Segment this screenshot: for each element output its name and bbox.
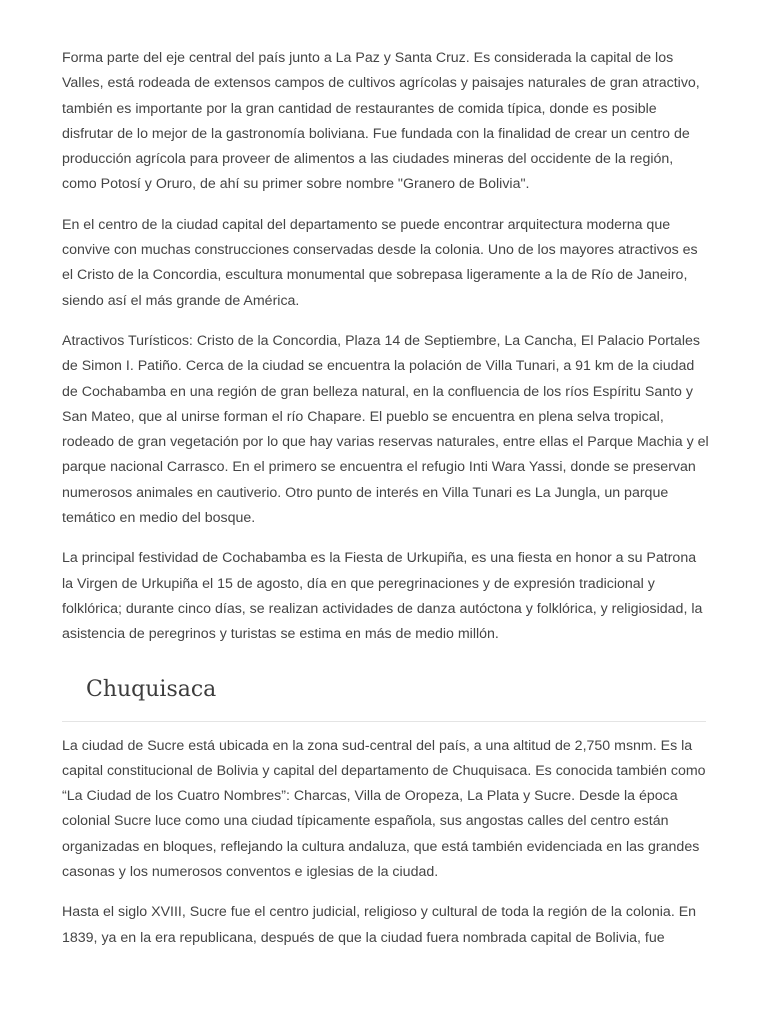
section-divider xyxy=(62,721,706,722)
article-body xyxy=(62,46,710,966)
article-paragraph-1: Forma parte del eje central del país junto a La Paz y Santa Cruz. Es considerada la capital de los Valles, está rodeada de extensos campos de cultivos agrícolas y paisajes naturales de gran atractivo, también es importante por la gran cantidad de restaurantes de comida típica, donde es posible disfrutar de lo mejor de la gastronomía boliviana. Fue fundada con la finalidad de crear un centro de producción agrícola para proveer de alimentos a las ciudades mineras del occidente de la región, como Potosí y Oruro, de ahí su primer sobre nombre "Granero de Bolivia". xyxy=(62,50,700,193)
section-heading-chuquisaca: Chuquisaca xyxy=(86,676,217,702)
section-paragraph-1: La ciudad de Sucre está ubicada en la zona sud-central del país, a una altitud de 2,750 msnm. Es la capital constitucional de Bolivia y capital del departamento de Chuquisaca. Es conocida también como “La Ciudad de los Cuatro Nombres”: Charcas, Villa de Oropeza, La Plata y Sucre. Desde la época colonial Sucre luce como una ciudad típicamente española, sus angostas calles del centro están organizadas en bloques, reflejando la cultura andaluza, que está también evidenciada en las grandes casonas y los numerosos conventos e iglesias de la ciudad. xyxy=(62,737,706,881)
article-paragraph-3: Atractivos Turísticos: Cristo de la Concordia, Plaza 14 de Septiembre, La Cancha, El Palacio Portales de Simon I. Patiño. Cerca de la ciudad se encuentra la polación de Villa Tunari, a 91 km de la ciudad de Cochabamba en una región de gran belleza natural, en la confluencia de los ríos Espíritu Santo y San Mateo, que al unirse forman el río Chapare. El pueblo se encuentra en plena selva tropical, rodeado de gran vegetación por lo que hay varias reservas naturales, entre ellas el Parque Machia y el parque nacional Carrasco. En el primero se encuentra el refugio Inti Wara Yassi, donde se preservan numerosos animales en cautiverio. Otro punto de interés en Villa Tunari es La Jungla, un parque temático en medio del bosque. xyxy=(62,332,709,527)
article-paragraph-2: En el centro de la ciudad capital del departamento se puede encontrar arquitectura moderna que convive con muchas construcciones conservadas desde la colonia. Uno de los mayores atractivos es el Cristo de la Concordia, escultura monumental que sobrepasa ligeramente a la de Río de Janeiro, siendo así el más grande de América. xyxy=(62,216,698,309)
article-paragraph-4: La principal festividad de Cochabamba es la Fiesta de Urkupiña, es una fiesta en honor a su Patrona la Virgen de Urkupiña el 15 de agosto, día en que peregrinaciones y de expresión tradicional y folklórica; durante cinco días, se realizan actividades de danza autóctona y folklórica, y religiosidad, la asistencia de peregrinos y turistas se estima en más de medio millón. xyxy=(62,550,703,643)
section-paragraph-2: Hasta el siglo XVIII, Sucre fue el centro judicial, religioso y cultural de toda la región de la colonia. En 1839, ya en la era republicana, después de que la ciudad fuera nombrada capital de Bolivia, fue xyxy=(62,904,697,946)
